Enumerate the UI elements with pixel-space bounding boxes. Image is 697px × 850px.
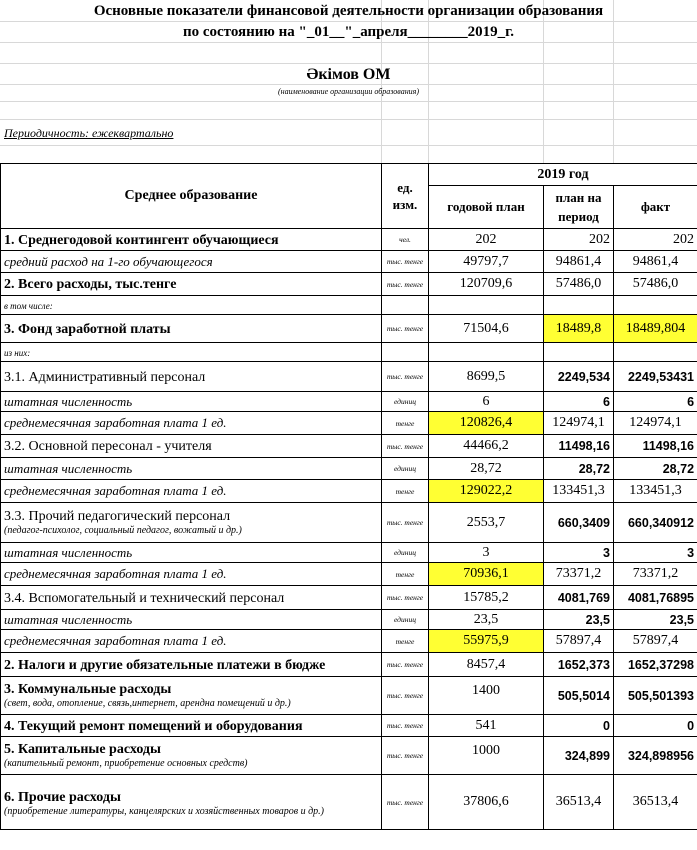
row-label: 3.1. Административный персонал [4,369,206,385]
table-row [1,563,697,586]
table-row [1,775,697,830]
row-period: 1652,373 [544,653,614,677]
table-row [1,677,697,715]
row-unit: чел. [382,229,429,251]
row-period: 57897,4 [544,630,614,653]
row-period: 6 [544,392,614,412]
row-annual: 70936,1 [429,563,544,586]
row-annual: 120709,6 [429,273,544,296]
row-label: в том числе: [4,301,53,311]
table-row [1,412,697,435]
row-label: 5. Капитальные расходы [4,742,161,757]
row-label: средний расход на 1-го обучающегося [4,253,213,269]
row-fact: 4081,76895 [614,586,697,610]
row-label: 3.2. Основной пересонал - учителя [4,439,212,454]
row-label: штатная численность [4,460,133,476]
column-header-name: Среднее образование [1,164,382,229]
row-label: штатная численность [4,393,133,409]
column-header-year: 2019 год [429,164,697,186]
row-sublabel: (капительный ремонт, приобретение основных средств) [4,758,248,769]
table-row [1,229,697,251]
gridline [0,21,697,22]
report-title: Основные показатели финансовой деятельности организации образования [93,3,604,19]
row-unit: тыс. тенге [382,737,429,775]
column-header-fact: факт [614,186,697,229]
row-unit: тенге [382,563,429,586]
row-fact: 505,501393 [614,677,697,715]
row-label: 6. Прочие расходы [4,789,121,805]
row-fact: 18489,804 [614,315,697,343]
table-row [1,715,697,737]
row-annual: 15785,2 [429,586,544,610]
row-period: 36513,4 [544,775,614,830]
table-row [1,392,697,412]
row-period: 11498,16 [544,435,614,458]
row-fact: 6 [614,392,697,412]
row-annual: 23,5 [429,610,544,630]
row-annual: 8699,5 [429,362,544,392]
row-period: 18489,8 [544,315,614,343]
row-annual: 49797,7 [429,251,544,273]
row-fact: 36513,4 [614,775,697,830]
row-sublabel: (свет, вода, отопление, связь,интернет, арендна помещений и др.) [4,698,291,709]
row-unit: тыс. тенге [382,251,429,273]
row-annual: 71504,6 [429,315,544,343]
row-fact: 660,340912 [614,503,697,543]
row-period: 23,5 [544,610,614,630]
row-annual: 2553,7 [429,503,544,543]
column-header-period: план на период [544,186,614,229]
financial-table [0,163,697,830]
row-unit: тыс. тенге [382,435,429,458]
table-row [1,296,697,315]
row-fact: 57486,0 [614,273,697,296]
row-unit: единиц [382,458,429,480]
row-fact: 28,72 [614,458,697,480]
row-period: 133451,3 [544,480,614,503]
organization-note: (наименование организации образования) [277,87,420,96]
row-label: 4. Текущий ремонт помещений и оборудования [4,718,303,734]
row-annual: 1400 [429,677,544,715]
table-row [1,610,697,630]
row-label: 3.3. Прочий педагогический персонал [4,509,231,524]
row-label: среднемесячная заработная плата 1 ед. [4,633,227,648]
row-fact: 0 [614,715,697,737]
gridline [0,101,697,102]
row-annual: 129022,2 [429,480,544,503]
row-period: 4081,769 [544,586,614,610]
row-label: среднемесячная заработная плата 1 ед. [4,566,227,581]
row-unit: тенге [382,412,429,435]
row-label: штатная численность [4,611,133,627]
row-unit: тенге [382,630,429,653]
row-label: 2. Всего расходы, тыс.тенге [4,277,177,292]
table-row [1,251,697,273]
row-annual: 541 [429,715,544,737]
row-fact: 57897,4 [614,630,697,653]
row-unit: тыс. тенге [382,715,429,737]
row-annual: 55975,9 [429,630,544,653]
table-row [1,586,697,610]
gridline [0,42,697,43]
row-annual: 1000 [429,737,544,775]
row-unit: тыс. тенге [382,362,429,392]
column-header-unit: ед. изм. [382,164,429,229]
row-period: 28,72 [544,458,614,480]
table-row [1,273,697,296]
table-row [1,653,697,677]
gridline [0,145,697,146]
row-unit: тыс. тенге [382,503,429,543]
row-fact: 133451,3 [614,480,697,503]
report-date: по состоянию на "_01__"_апреля________2019_г. [182,24,515,40]
row-fact: 94861,4 [614,251,697,273]
row-annual: 6 [429,392,544,412]
row-unit: единиц [382,610,429,630]
row-unit: тыс. тенге [382,586,429,610]
gridline [0,63,697,64]
row-period: 0 [544,715,614,737]
table-row [1,362,697,392]
row-annual: 28,72 [429,458,544,480]
table-row [1,315,697,343]
row-annual: 202 [429,229,544,251]
row-sublabel: (педагог-психолог, социальный педагог, вожатый и др.) [4,525,242,536]
row-unit: тыс. тенге [382,775,429,830]
row-period: 2249,534 [544,362,614,392]
row-annual: 37806,6 [429,775,544,830]
row-fact: 202 [614,229,697,251]
row-annual: 3 [429,543,544,563]
column-header-annual: годовой план [429,186,544,229]
row-period: 94861,4 [544,251,614,273]
row-fact: 73371,2 [614,563,697,586]
row-period: 124974,1 [544,412,614,435]
row-label: штатная численность [4,544,133,560]
row-period: 660,3409 [544,503,614,543]
row-label: 3. Фонд заработной платы [4,321,171,337]
row-fact: 11498,16 [614,435,697,458]
row-label: среднемесячная заработная плата 1 ед. [4,483,227,498]
row-period: 324,899 [544,737,614,775]
row-unit: тыс. тенге [382,315,429,343]
row-fact: 324,898956 [614,737,697,775]
row-fact: 1652,37298 [614,653,697,677]
row-label: из них: [4,348,31,358]
row-period: 73371,2 [544,563,614,586]
table-row [1,543,697,563]
table-row [1,458,697,480]
row-period: 505,5014 [544,677,614,715]
row-fact: 2249,53431 [614,362,697,392]
row-label: 2. Налоги и другие обязательные платежи в бюдже [4,657,326,673]
row-period: 202 [544,229,614,251]
row-unit: тенге [382,480,429,503]
organization-name: Әкімов ОМ [306,66,391,83]
periodicity: Периодичность: ежеквартально [4,126,174,140]
row-fact: 3 [614,543,697,563]
row-unit: тыс. тенге [382,273,429,296]
row-annual: 8457,4 [429,653,544,677]
table-row [1,630,697,653]
row-fact: 23,5 [614,610,697,630]
table-row [1,435,697,458]
table-row [1,503,697,543]
row-sublabel: (приобретение литературы, канцелярских и хозяйственных товаров и др.) [4,805,324,817]
row-unit: тыс. тенге [382,677,429,715]
row-period: 3 [544,543,614,563]
row-annual: 44466,2 [429,435,544,458]
row-fact: 124974,1 [614,412,697,435]
row-label: 1. Среднегодовой контингент обучающиеся [4,232,279,248]
table-row [1,480,697,503]
row-label: 3.4. Вспомогательный и технический персонал [4,590,285,606]
row-annual: 120826,4 [429,412,544,435]
table-row [1,737,697,775]
row-label: среднемесячная заработная плата 1 ед. [4,415,227,430]
row-unit: единиц [382,543,429,563]
table-row [1,343,697,362]
row-unit: тыс. тенге [382,653,429,677]
row-label: 3. Коммунальные расходы [4,682,172,697]
gridline [0,119,697,120]
row-period: 57486,0 [544,273,614,296]
row-unit: единиц [382,392,429,412]
gridline [0,84,697,85]
